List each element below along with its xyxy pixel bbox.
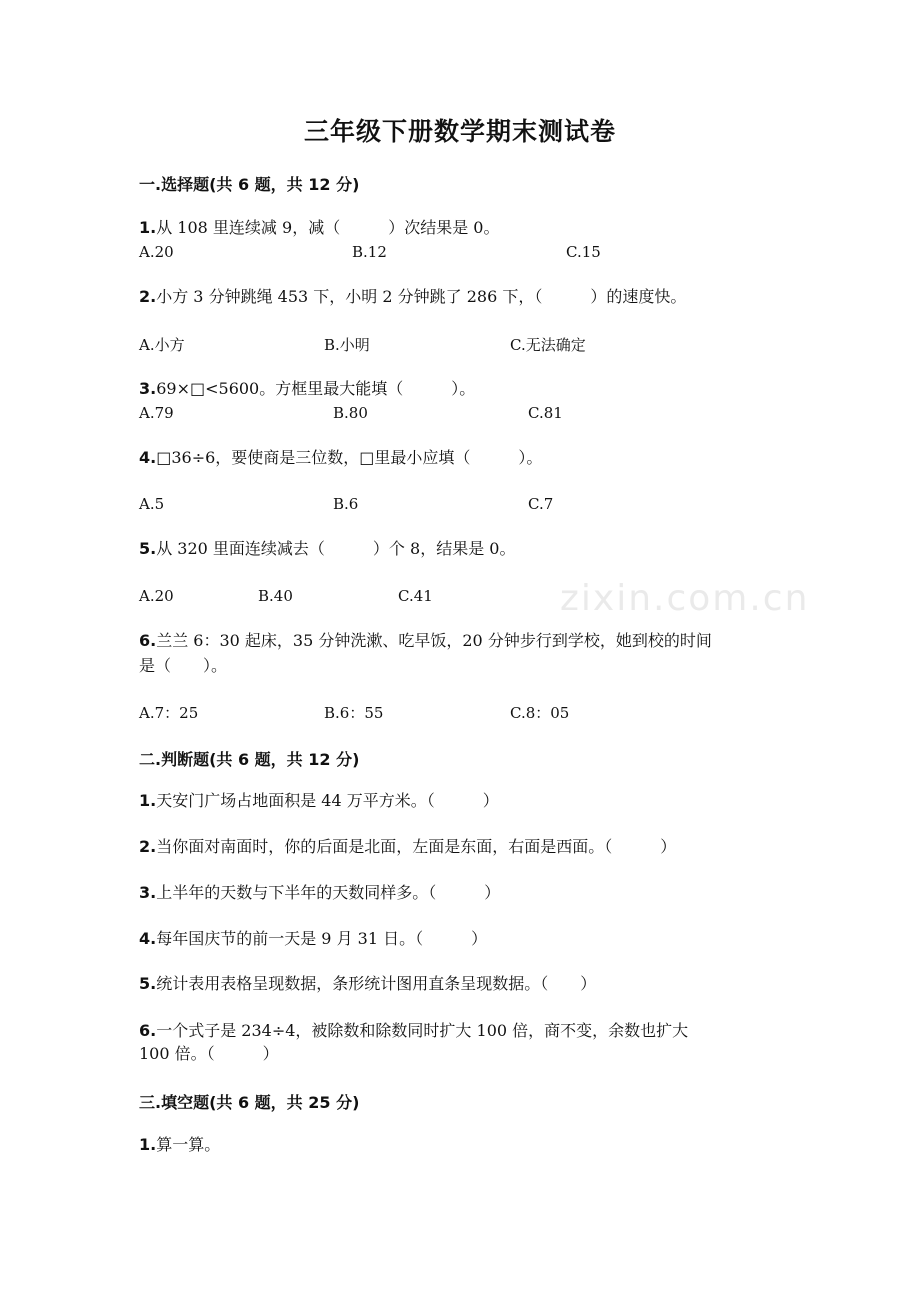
option-a: A.小方: [139, 336, 185, 354]
judgment-question-1: [139, 788, 499, 814]
question-number: 2.: [139, 287, 157, 306]
question-number: 4.: [139, 448, 157, 467]
question-number: 6.: [139, 631, 157, 650]
section-heading-choice: 一.选择题(共 6 题，共 12 分): [139, 175, 360, 194]
judgment-question-3: [139, 880, 500, 906]
question-number: 1.: [139, 1135, 157, 1154]
question-number: 4.: [139, 929, 157, 948]
option-c: C.8：05: [510, 704, 570, 722]
judgment-question-5: [139, 971, 596, 997]
question-text: 每年国庆节的前一天是 9 月 31 日。（ ）: [156, 929, 488, 948]
option-c: C.15: [566, 243, 601, 261]
option-c: C.41: [398, 587, 433, 605]
option-a: A.5: [139, 495, 165, 513]
question-text: 一个式子是 234÷4，被除数和除数同时扩大 100 倍，商不变，余数也扩大: [156, 1021, 689, 1040]
option-b: B.6：55: [324, 704, 384, 722]
question-text-continued: 是（ ）。: [139, 656, 228, 675]
question-number: 5.: [139, 974, 157, 993]
option-c: C.7: [528, 495, 554, 513]
option-c: C.无法确定: [510, 336, 586, 354]
choice-question-1: [139, 215, 499, 241]
option-b: B.12: [352, 243, 387, 261]
choice-question-2: [139, 284, 686, 310]
question-number: 5.: [139, 539, 157, 558]
choice-question-4: [139, 445, 542, 471]
option-b: B.80: [333, 404, 368, 422]
question-text: 上半年的天数与下半年的天数同样多。（ ）: [156, 883, 501, 902]
choice-question-5: [139, 536, 515, 562]
option-a: A.20: [139, 243, 174, 261]
section-heading-judgment: 二.判断题(共 6 题，共 12 分): [139, 750, 360, 769]
question-text: □36÷6，要使商是三位数，□里最小应填（ ）。: [156, 448, 543, 467]
question-text: 69×□<5600。方框里最大能填（ ）。: [156, 379, 476, 398]
question-number: 2.: [139, 837, 157, 856]
question-number: 6.: [139, 1021, 157, 1040]
question-number: 3.: [139, 379, 157, 398]
choice-question-6: [139, 628, 712, 654]
question-text: 从 108 里连续减 9，减（ ）次结果是 0。: [156, 218, 500, 237]
question-number: 1.: [139, 791, 157, 810]
page-title: 三年级下册数学期末测试卷: [303, 117, 616, 146]
option-a: A.20: [139, 587, 174, 605]
question-number: 3.: [139, 883, 157, 902]
question-text: 兰兰 6：30 起床，35 分钟洗漱、吃早饭，20 分钟步行到学校，她到校的时间: [156, 631, 712, 650]
question-text: 从 320 里面连续减去（ ）个 8，结果是 0。: [156, 539, 516, 558]
question-text-continued: 100 倍。（ ）: [139, 1044, 279, 1063]
section-heading-fill-in: 三.填空题(共 6 题，共 25 分): [139, 1093, 360, 1112]
question-text: 算一算。: [156, 1135, 221, 1154]
question-text: 当你面对南面时，你的后面是北面，左面是东面，右面是西面。（ ）: [156, 837, 677, 856]
judgment-question-2: [139, 834, 676, 860]
option-b: B.6: [333, 495, 359, 513]
question-text: 小方 3 分钟跳绳 453 下，小明 2 分钟跳了 286 下，（ ）的速度快。: [156, 287, 687, 306]
choice-question-3: [139, 376, 475, 402]
question-text: 天安门广场占地面积是 44 万平方米。（ ）: [156, 791, 499, 810]
fill-question-1: [139, 1132, 220, 1158]
question-number: 1.: [139, 218, 157, 237]
watermark: zixin.com.cn: [560, 578, 810, 619]
option-b: B.小明: [324, 336, 370, 354]
option-c: C.81: [528, 404, 563, 422]
judgment-question-4: [139, 926, 487, 952]
option-a: A.79: [139, 404, 174, 422]
question-text: 统计表用表格呈现数据，条形统计图用直条呈现数据。（ ）: [156, 974, 597, 993]
option-a: A.7：25: [139, 704, 199, 722]
option-b: B.40: [258, 587, 293, 605]
